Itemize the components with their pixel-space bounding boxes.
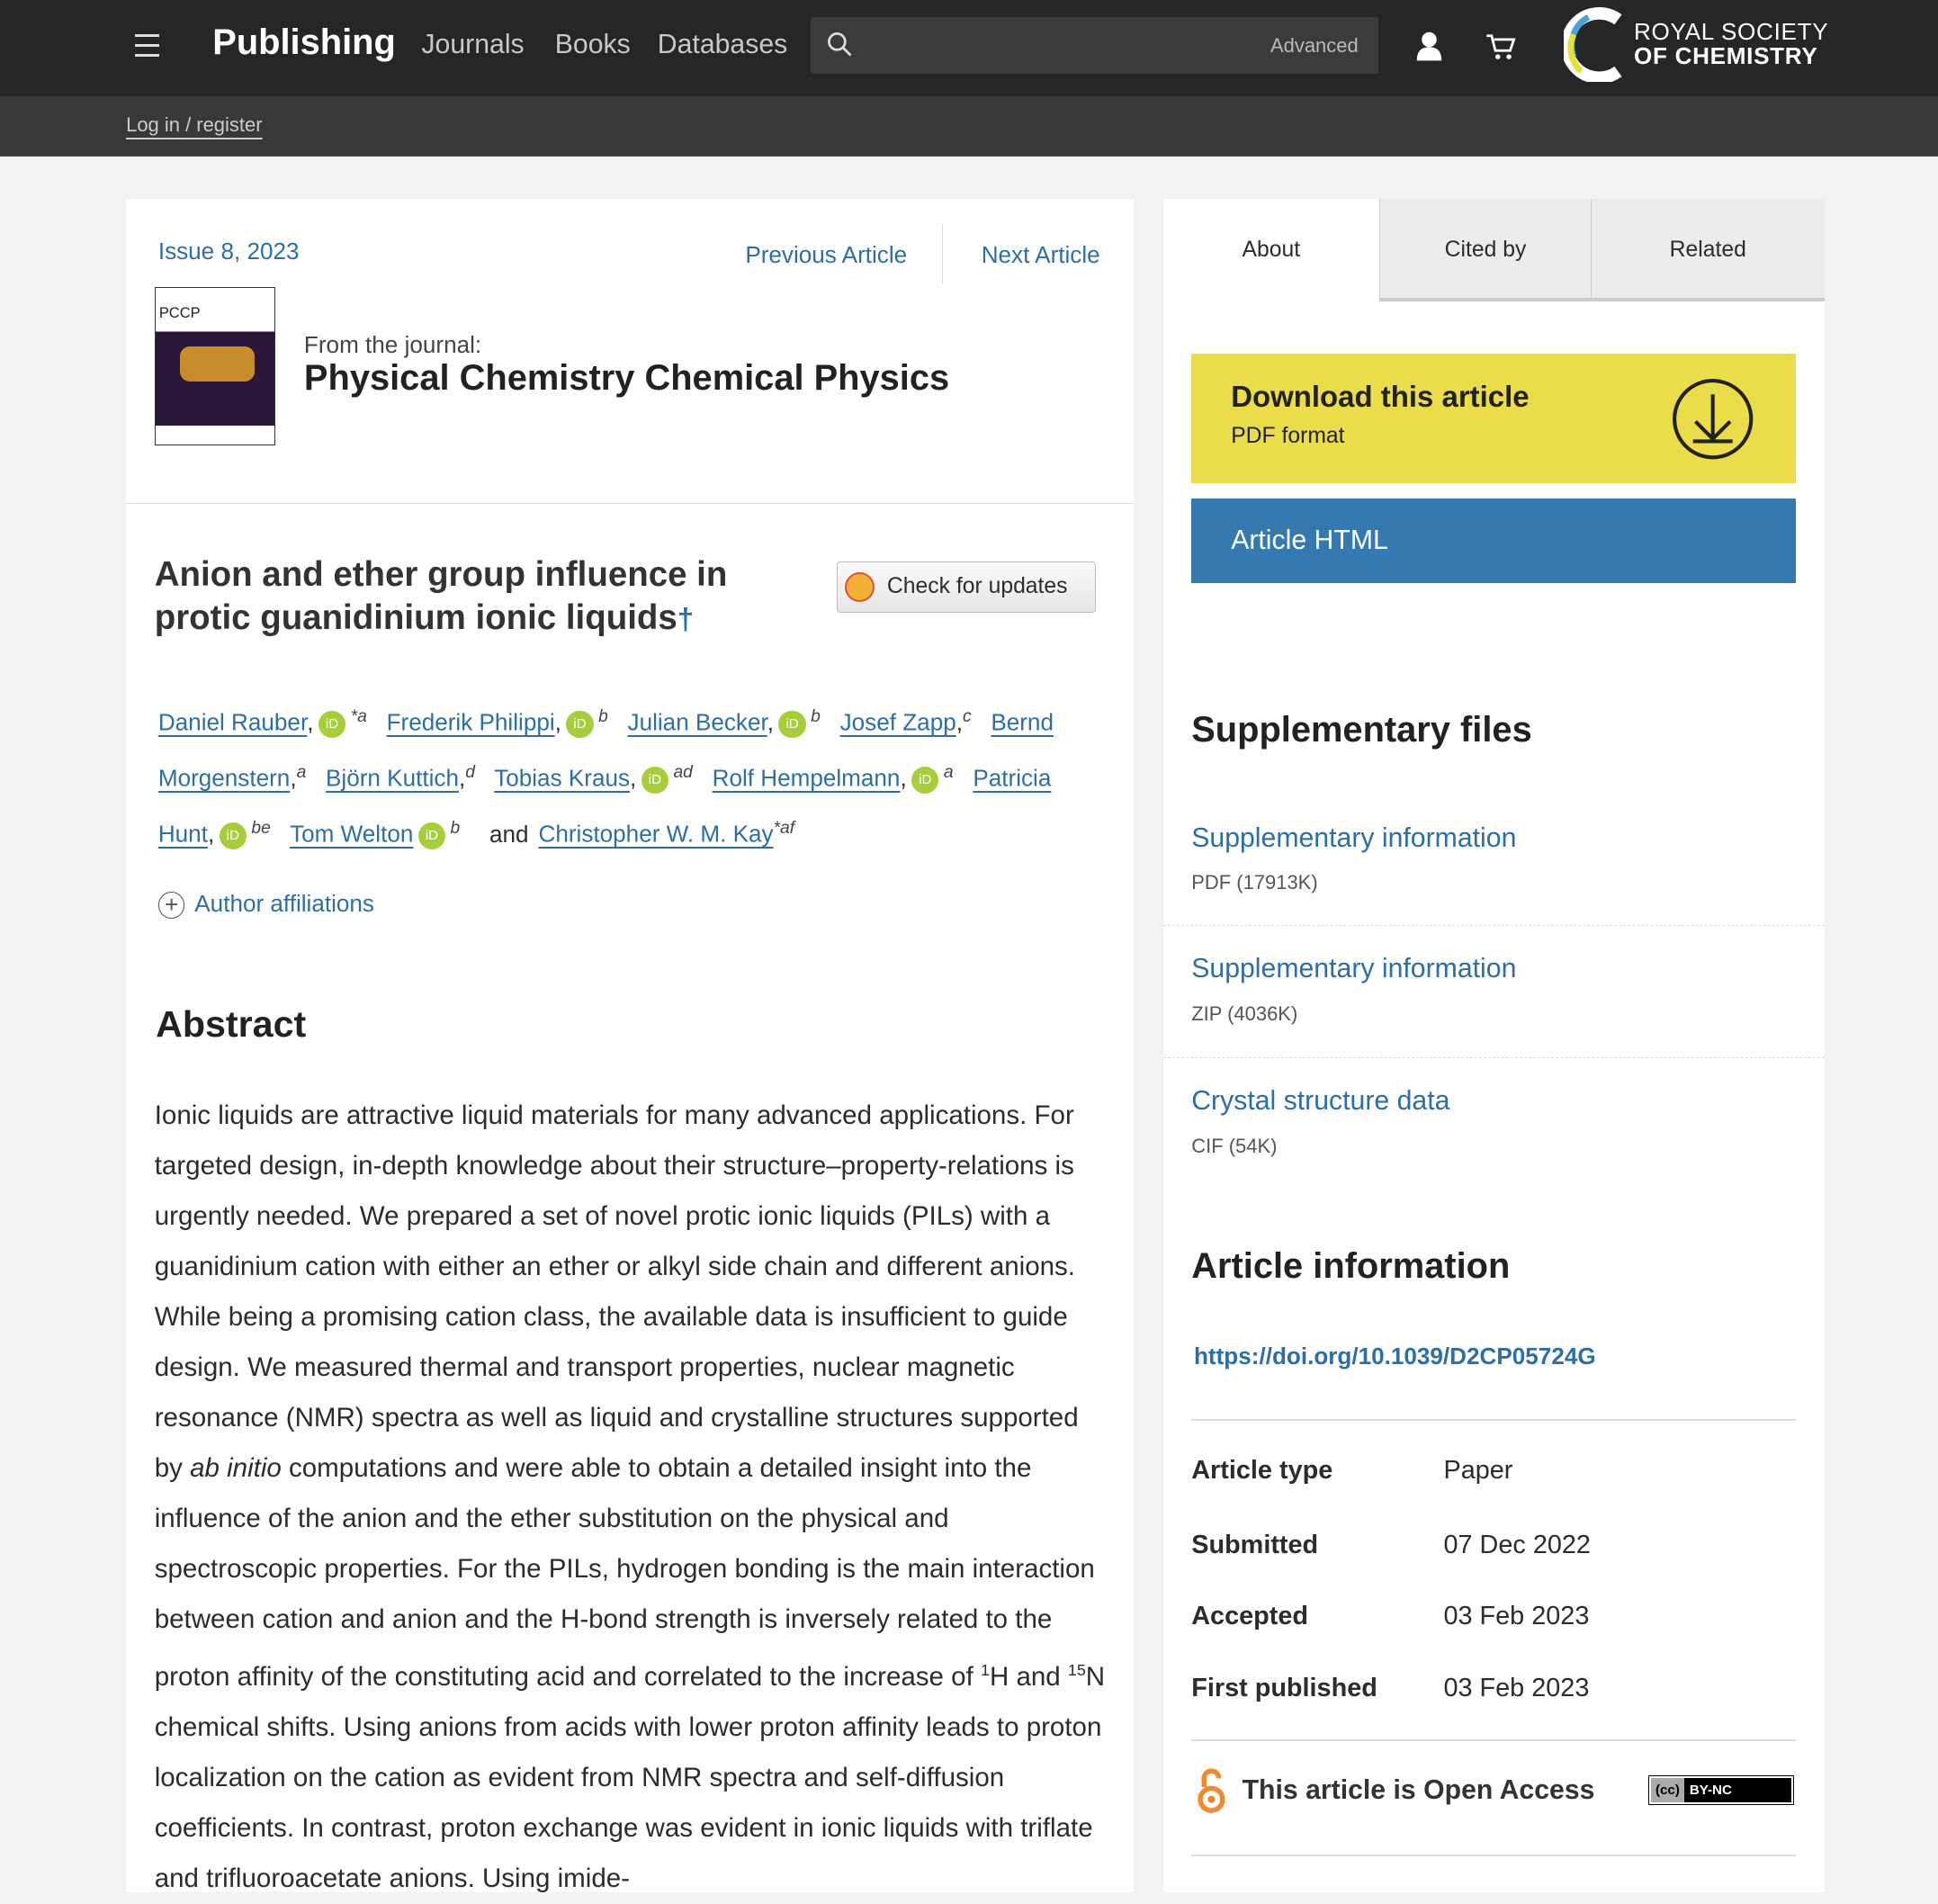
journal-cover[interactable]: PCCP (155, 287, 275, 445)
affiliation-marker[interactable]: c (962, 707, 972, 727)
orcid-icon[interactable]: iD (566, 711, 593, 738)
author-link[interactable]: Tom Welton (290, 820, 414, 848)
supp-file-link[interactable]: Supplementary information (1191, 954, 1517, 984)
author-link[interactable]: Christopher W. M. Kay (538, 820, 774, 848)
info-label: Article type (1191, 1456, 1333, 1486)
search-input[interactable] (811, 17, 1378, 74)
info-value: 03 Feb 2023 (1443, 1602, 1590, 1631)
affiliation-marker[interactable]: *a (350, 707, 367, 727)
download-pdf-button[interactable]: Download this article PDF format (1191, 354, 1796, 483)
supplementary-heading: Supplementary files (1191, 709, 1532, 750)
supp-file-link[interactable]: Crystal structure data (1191, 1086, 1450, 1117)
abstract-heading: Abstract (156, 1003, 307, 1046)
affiliation-marker[interactable]: b (450, 819, 461, 839)
affiliation-marker[interactable]: b (598, 707, 608, 727)
author-link[interactable]: Julian Becker (627, 708, 767, 736)
from-journal-label: From the journal: (303, 331, 482, 359)
and-text: and (489, 820, 529, 848)
author-link[interactable]: Björn Kuttich (326, 764, 459, 792)
footnote-dagger-link[interactable]: † (677, 602, 695, 636)
brand-publishing[interactable]: Publishing (212, 22, 396, 62)
orcid-icon[interactable]: iD (778, 711, 805, 738)
author-link[interactable]: Josef Zapp (839, 708, 956, 736)
article-title: Anion and ether group influence in protic guanidinium ionic liquids† (154, 555, 728, 638)
author-link[interactable]: Frederik Philippi (386, 708, 555, 736)
author-link[interactable]: Tobias Kraus (494, 764, 631, 792)
author-link[interactable]: Daniel Rauber (157, 708, 308, 736)
divider (1191, 1855, 1796, 1856)
affiliation-marker[interactable]: d (465, 763, 475, 783)
divider (1163, 1057, 1825, 1058)
crossmark-icon (845, 572, 875, 602)
rsc-logo-icon[interactable] (1564, 7, 1630, 81)
cc-icon: (cc) (1651, 1778, 1685, 1802)
divider (1163, 925, 1825, 926)
orcid-icon[interactable]: iD (911, 767, 938, 794)
supp-file-link[interactable]: Supplementary information (1191, 822, 1517, 853)
author-link[interactable]: Rolf Hempelmann (712, 764, 901, 792)
tab-related[interactable]: Related (1591, 199, 1825, 301)
sub-navbar (0, 96, 1938, 157)
affiliation-marker[interactable]: b (811, 707, 821, 727)
info-value: Paper (1443, 1456, 1513, 1486)
info-label: Submitted (1191, 1530, 1319, 1559)
author-link[interactable]: Bernd Morgenstern (157, 708, 1054, 792)
divider (1191, 1739, 1796, 1741)
journal-name[interactable]: Physical Chemistry Chemical Physics (303, 358, 950, 399)
info-label: First published (1191, 1673, 1377, 1702)
affiliation-marker[interactable]: a (296, 763, 307, 783)
nav-journals[interactable]: Journals (421, 29, 525, 59)
author-list: Daniel Rauber, iD $^{*a}$ Frederik Philippi, iD $^b$ Julian Becker, iD $^b$ Josef Zapp,$^c$ Bernd Morgenstern,$^a$ Björn Kuttich,$^d$ Tobias Kraus, iD $^{ad}$ Rolf Hempelmann, iD $^a$ Patricia Hunt, iD $^{be}$ Tom Welton iD $^b$ and Christopher W. M. Kay$^{*af}$ (158, 692, 1110, 859)
cover-image (180, 346, 254, 381)
orcid-icon[interactable]: iD (418, 822, 445, 849)
open-access-label: This article is Open Access (1242, 1774, 1595, 1805)
info-value: 03 Feb 2023 (1443, 1673, 1590, 1702)
check-for-updates-button[interactable]: Check for updates (837, 561, 1096, 613)
article-info-heading: Article information (1191, 1245, 1511, 1286)
affiliation-marker[interactable]: ad (673, 763, 693, 783)
affiliation-marker[interactable]: *af (773, 819, 795, 839)
next-article-link[interactable]: Next Article (981, 240, 1100, 268)
divider (126, 503, 1134, 504)
supp-file-meta: PDF (17913K) (1191, 871, 1318, 894)
orcid-icon[interactable]: iD (319, 711, 345, 738)
affiliation-marker[interactable]: a (943, 763, 954, 783)
previous-article-link[interactable]: Previous Article (745, 240, 908, 268)
article-html-button[interactable]: Article HTML (1191, 498, 1796, 584)
download-icon (1671, 377, 1754, 461)
search-icon (826, 31, 853, 58)
user-icon[interactable] (1414, 30, 1444, 62)
abstract-text: Ionic liquids are attractive liquid materials for many advanced applications. For targeted design, in-depth knowledge about their structure–property-relations is urgently needed. We prepared a set of novel protic ionic liquids (PILs) with a guanidinium cation with either an ether or alkyl side chain and different anions. While being a promising cation class, the available data is insufficient to guide design. We measured thermal and transport properties, nuclear magnetic resonance (NMR) spectra as well as liquid and crystalline structures supported by ab initio computations and were able to obtain a detailed insight into the influence of the anion and the ether substitution on the physical and spectroscopic properties. For the PILs, hydrogen bonding is the main interaction between cation and anion and the H-bond strength is inversely related to the proton affinity of the constituting acid and correlated to the increase of $^1$H and $^{15}$N chemical shifts. Using anions from acids with lower proton affinity leads to proton localization on the cation as evident from NMR spectra and self-diffusion coefficients. In contrast, proton exchange was evident in ionic liquids with triflate and trifluoroacetate anions. Using imide- (154, 1100, 1106, 1894)
nav-books[interactable]: Books (554, 29, 631, 59)
divider (1191, 1419, 1796, 1421)
cart-icon[interactable] (1485, 33, 1518, 60)
tab-about[interactable]: About (1163, 199, 1379, 301)
supp-file-meta: ZIP (4036K) (1191, 1002, 1298, 1026)
info-label: Accepted (1191, 1602, 1309, 1631)
open-access-icon (1197, 1767, 1226, 1814)
info-value: 07 Dec 2022 (1443, 1530, 1591, 1559)
author-affiliations-toggle[interactable]: + Author affiliations (158, 890, 374, 919)
advanced-search-link[interactable]: Advanced (1270, 34, 1359, 58)
affiliation-marker[interactable]: be (251, 819, 271, 839)
login-register-link[interactable]: Log in / register (126, 113, 263, 137)
plus-circle-icon: + (158, 892, 184, 918)
rsc-logo-text: ROYAL SOCIETY OF CHEMISTRY (1634, 17, 1829, 70)
nav-databases[interactable]: Databases (657, 29, 788, 59)
doi-link[interactable]: https://doi.org/10.1039/D2CP05724G (1193, 1342, 1596, 1370)
orcid-icon[interactable]: iD (220, 822, 247, 849)
supp-file-meta: CIF (54K) (1191, 1135, 1278, 1158)
cc-license-badge[interactable]: (cc) BY-NC (1649, 1776, 1794, 1804)
orcid-icon[interactable]: iD (642, 767, 668, 794)
issue-link[interactable]: Issue 8, 2023 (157, 237, 300, 265)
tab-cited-by[interactable]: Cited by (1379, 199, 1591, 301)
nav-divider (942, 224, 943, 283)
author-link[interactable]: Patricia Hunt (157, 764, 1052, 848)
menu-icon[interactable] (135, 34, 159, 57)
